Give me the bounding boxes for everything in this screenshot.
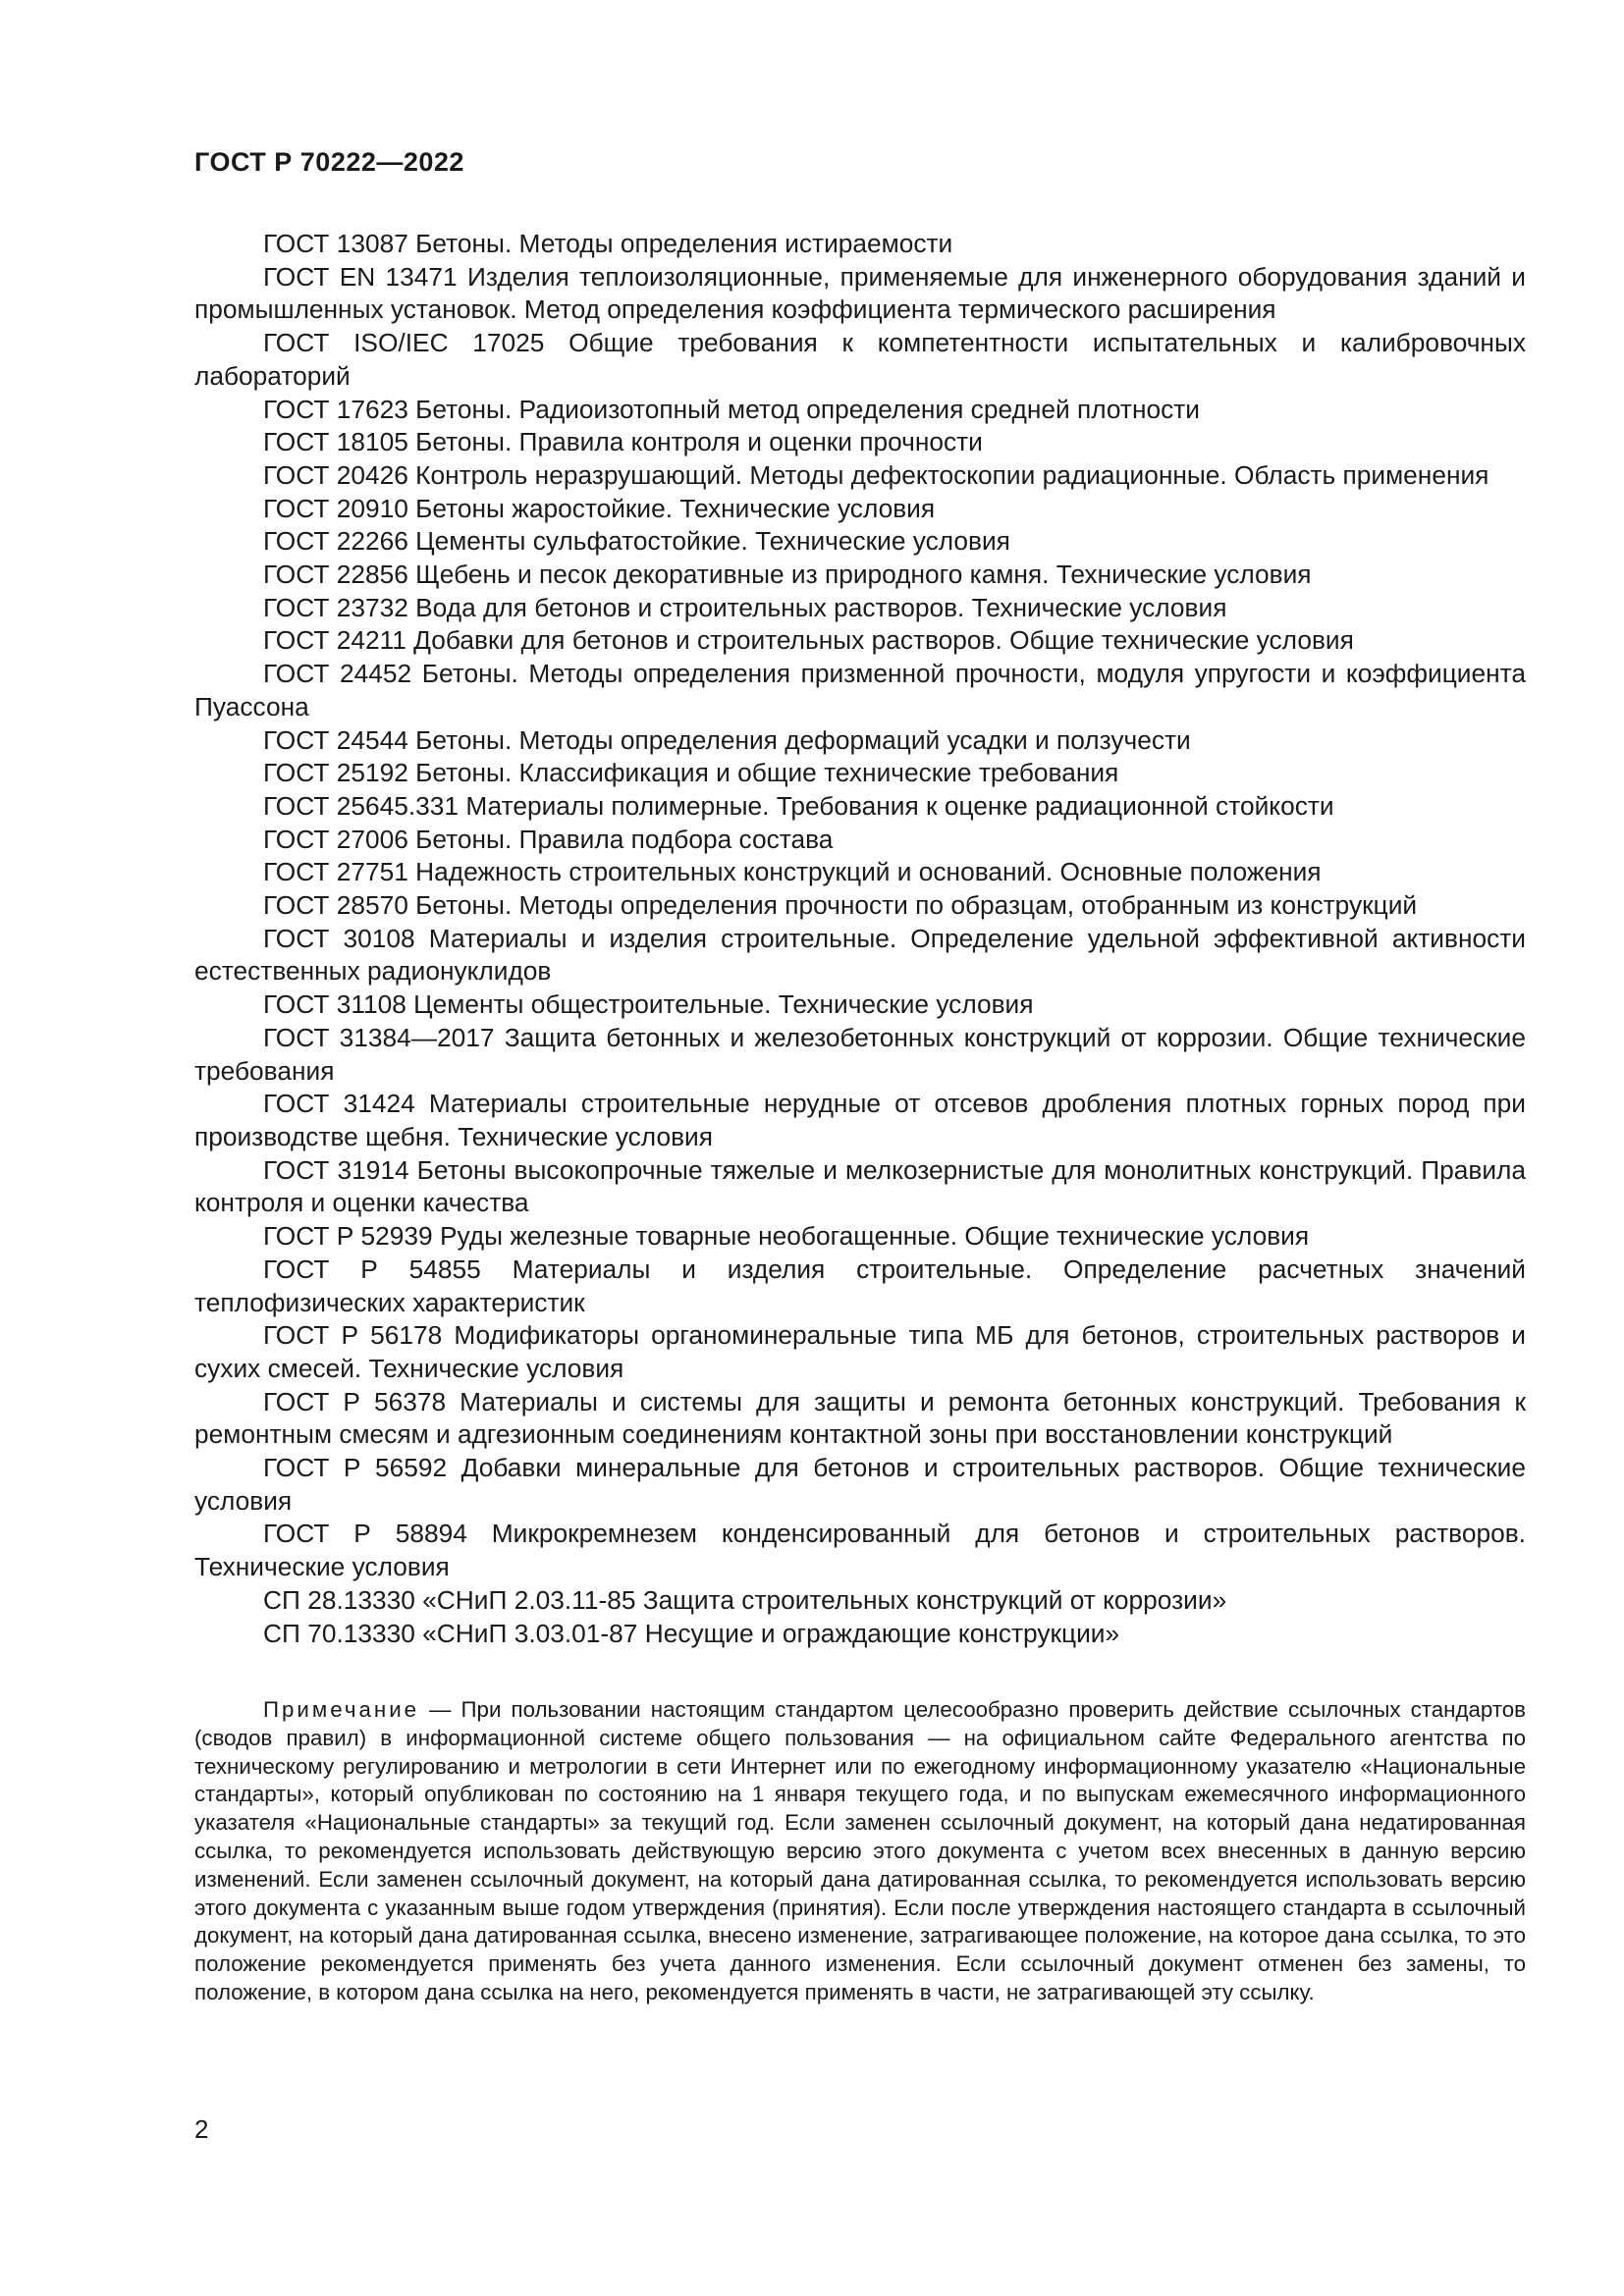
- document-header: ГОСТ Р 70222—2022: [194, 147, 464, 177]
- reference-item: ГОСТ 31914 Бетоны высокопрочные тяжелые и мелкозернистые для монолитных конструкций. Правила контроля и оценки качества: [194, 1154, 1526, 1218]
- reference-item: ГОСТ 27751 Надежность строительных конструкций и оснований. Основные положения: [263, 857, 1322, 887]
- reference-item: ГОСТ 20910 Бетоны жаростойкие. Технические условия: [263, 493, 936, 523]
- note-label: Примечание: [263, 1697, 420, 1722]
- reference-item: ГОСТ 25192 Бетоны. Классификация и общие технические требования: [263, 758, 1119, 788]
- reference-item: ГОСТ Р 56378 Материалы и системы для защиты и ремонта бетонных конструкций. Требования к ремонтным смесям и адгезионным соединениям контактной зоны при восстановлении конструкций: [194, 1386, 1526, 1450]
- reference-item: ГОСТ 30108 Материалы и изделия строительные. Определение удельной эффективной активности естественных радионуклидов: [194, 923, 1526, 987]
- reference-item: ГОСТ Р 54855 Материалы и изделия строительные. Определение расчетных значений теплофизических характеристик: [194, 1254, 1526, 1317]
- reference-item: ГОСТ 25645.331 Материалы полимерные. Требования к оценке радиационной стойкости: [263, 790, 1334, 821]
- reference-item: ГОСТ Р 52939 Руды железные товарные необогащенные. Общие технические условия: [263, 1221, 1310, 1252]
- reference-item: ГОСТ Р 56592 Добавки минеральные для бетонов и строительных растворов. Общие технические условия: [194, 1453, 1526, 1516]
- note-dash: —: [419, 1697, 461, 1722]
- reference-item: ГОСТ Р 58894 Микрокремнезем конденсированный для бетонов и строительных растворов. Технические условия: [194, 1519, 1526, 1582]
- reference-item: ГОСТ 24544 Бетоны. Методы определения деформаций усадки и ползучести: [263, 724, 1191, 755]
- reference-item: ГОСТ ISO/IEC 17025 Общие требования к компетентности испытательных и калибровочных лабораторий: [194, 328, 1526, 391]
- reference-item: ГОСТ 31424 Материалы строительные нерудные от отсевов дробления плотных горных пород при производстве щебня. Технические условия: [194, 1089, 1526, 1151]
- reference-item: ГОСТ 31108 Цементы общестроительные. Технические условия: [263, 989, 1034, 1020]
- reference-item: ГОСТ 28570 Бетоны. Методы определения прочности по образцам, отобранным из конструкций: [263, 890, 1418, 921]
- reference-item: СП 70.13330 «СНиП 3.03.01-87 Несущие и ограждающие конструкции»: [263, 1618, 1120, 1648]
- reference-item: ГОСТ 20426 Контроль неразрушающий. Методы дефектоскопии радиационные. Область применения: [263, 459, 1489, 490]
- reference-item: ГОСТ 23732 Вода для бетонов и строительных растворов. Технические условия: [263, 592, 1227, 622]
- reference-item: ГОСТ 17623 Бетоны. Радиоизотопный метод определения средней плотности: [263, 394, 1200, 424]
- reference-item: ГОСТ 13087 Бетоны. Методы определения истираемости: [263, 229, 953, 258]
- reference-item: ГОСТ 31384—2017 Защита бетонных и железобетонных конструкций от коррозии. Общие технические требования: [194, 1022, 1526, 1086]
- normative-references-list: [194, 228, 1526, 1650]
- note-paragraph: [194, 1696, 1526, 2007]
- reference-item: СП 28.13330 «СНиП 2.03.11-85 Защита строительных конструкций от коррозии»: [263, 1584, 1227, 1615]
- reference-item: ГОСТ 24452 Бетоны. Методы определения призменной прочности, модуля упругости и коэффициента Пуассона: [194, 659, 1526, 721]
- note-text: При пользовании настоящим стандартом целесообразно проверить действие ссылочных стандартов (сводов правил) в информационной системе общего пользования — на официальном сайте Федерального агентства по техническому регулированию и метрологии в сети Интернет или по ежегодному информационному указателю «Национальные стандарты», который опубликован по состоянию на 1 января текущего года, и по выпускам ежемесячного информационного указателя «Национальные стандарты» за текущий год. Если заменен ссылочный документ, на который дана недатированная ссылка, то рекомендуется использовать действующую версию этого документа с учетом всех внесенных в данную версию изменений. Если заменен ссылочный документ, на который дана датированная ссылка, то рекомендуется использовать версию этого документа с указанным выше годом утверждения (принятия). Если после утверждения настоящего стандарта в ссылочный документ, на который дана датированная ссылка, внесено изменение, затрагивающее положение, на которое дана ссылка, то это положение рекомендуется применять без учета данного изменения. Если ссылочный документ отменен без замены, то положение, в котором дана ссылка на него, рекомендуется применять в части, не затрагивающей эту ссылку.: [194, 1697, 1527, 2004]
- reference-item: ГОСТ Р 56178 Модификаторы органоминеральные типа МБ для бетонов, строительных растворов и сухих смесей. Технические условия: [194, 1320, 1526, 1383]
- reference-item: ГОСТ EN 13471 Изделия теплоизоляционные, применяемые для инженерного оборудования зданий и промышленных установок. Метод определения коэффициента термического расширения: [194, 261, 1526, 325]
- reference-item: ГОСТ 27006 Бетоны. Правила подбора состава: [263, 824, 834, 854]
- reference-item: ГОСТ 22266 Цементы сульфатостойкие. Технические условия: [263, 526, 1010, 557]
- reference-item: ГОСТ 24211 Добавки для бетонов и строительных растворов. Общие технические условия: [263, 625, 1354, 656]
- page-number: 2: [194, 2114, 209, 2144]
- reference-item: ГОСТ 18105 Бетоны. Правила контроля и оценки прочности: [263, 427, 983, 457]
- reference-item: ГОСТ 22856 Щебень и песок декоративные из природного камня. Технические условия: [263, 560, 1312, 590]
